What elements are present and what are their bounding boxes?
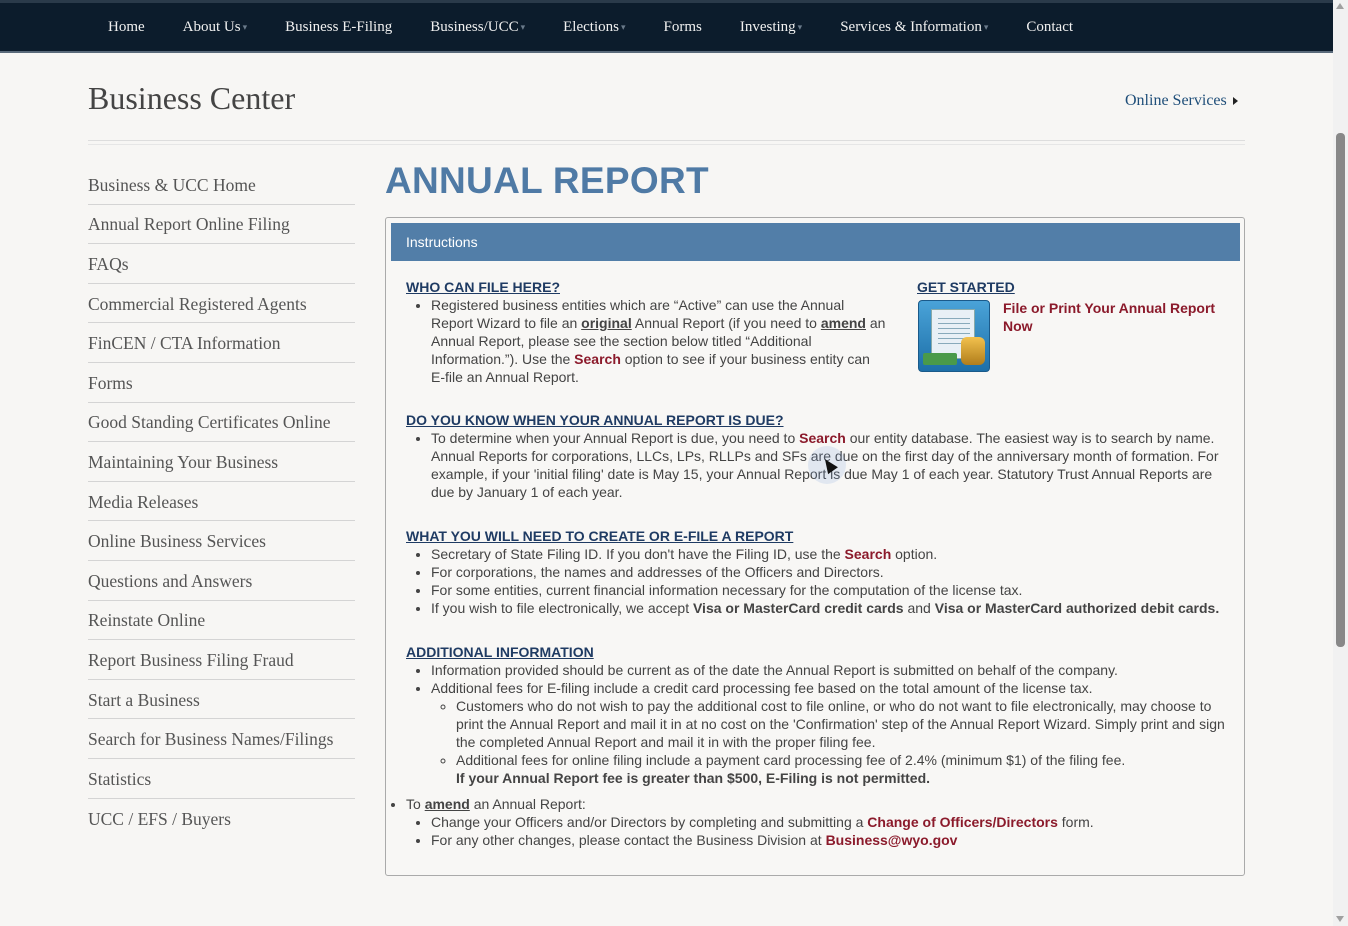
section-title-get-started: GET STARTED — [917, 279, 1015, 295]
sidebar-item-report-business-filing-fraud[interactable]: Report Business Filing Fraud — [88, 640, 355, 680]
list-item: • Secretary of State Filing ID. If you don't have the Filing ID, use the Search option. — [431, 545, 1236, 563]
nav-menu — [0, 3, 1333, 51]
header-divider — [88, 140, 1245, 145]
section-title-who: WHO CAN FILE HERE? — [406, 279, 560, 295]
online-services-label: Online Services — [1125, 92, 1227, 109]
nav-item-contact[interactable]: Contact — [1026, 18, 1074, 35]
section-who-can-file — [406, 278, 886, 386]
section-title-need: WHAT YOU WILL NEED TO CREATE OR E-FILE A REPORT — [406, 528, 794, 544]
section-additional-info — [406, 643, 1226, 787]
sidebar-item-fincen-cta-information[interactable]: FinCEN / CTA Information — [88, 323, 355, 363]
chevron-down-icon: ▾ — [620, 21, 626, 32]
chevron-down-icon: ▾ — [520, 21, 526, 32]
chevron-down-icon: ▾ — [983, 21, 989, 32]
nav-item-business-e-filing[interactable]: Business E-Filing — [285, 18, 393, 35]
chevron-down-icon: ▾ — [242, 21, 248, 32]
scroll-down-arrow-icon[interactable] — [1336, 916, 1344, 922]
sidebar-item-annual-report-online-filing[interactable]: Annual Report Online Filing — [88, 205, 355, 245]
nav-item-services-information[interactable]: Services & Information ▾ — [840, 18, 989, 35]
list-item: • For some entities, current financial information necessary for the computation of the license tax. — [431, 581, 1236, 599]
main-heading: ANNUAL REPORT — [385, 160, 709, 201]
file-annual-report-link[interactable]: File or Print Your Annual Report Now — [1003, 300, 1216, 334]
list-item: • To amend an Annual Report: — [406, 795, 1221, 813]
sidebar-item-statistics[interactable]: Statistics — [88, 759, 355, 799]
panel-header: Instructions — [391, 223, 1240, 261]
caret-right-icon — [1233, 97, 1238, 105]
list-item: • Change your Officers and/or Directors by completing and submitting a Change of Officers/Directors form. — [431, 813, 1221, 831]
list-item: • Additional fees for E-filing include a credit card processing fee based on the total amount of the license tax. ◦ Customers who do not wish to pay the additional cost to file online, or who do not want to file electronically, may choose to print the Annual Report and mail it in at no cost on the 'Confirmation' step of the Annual Report Wizard. Simply print and sign the completed Annual Report and mail it in with the proper filing fee. ◦ Additional fees for online filing include a payment card processing fee of 2.4% (minimum $1) of the filing fee. If your Annual Report fee is greater than $500, E-Filing is not permitted. — [431, 679, 1226, 787]
sidebar-item-ucc-efs-buyers[interactable]: UCC / EFS / Buyers — [88, 808, 231, 829]
section-amend — [391, 795, 1221, 849]
sidebar-item-maintaining-your-business[interactable]: Maintaining Your Business — [88, 442, 355, 482]
nav-item-business-ucc[interactable]: Business/UCC ▾ — [430, 18, 526, 35]
change-officers-link[interactable]: Change of Officers/Directors — [867, 814, 1058, 830]
sidebar-menu — [88, 165, 355, 838]
sidebar-item-good-standing-certificates-online[interactable]: Good Standing Certificates Online — [88, 403, 355, 443]
sub-list-item: ◦ Additional fees for online filing include a payment card processing fee of 2.4% (minimum $1) of the filing fee. If your Annual Report fee is greater than $500, E-Filing is not permitted. — [456, 751, 1226, 787]
nav-item-investing[interactable]: Investing ▾ — [739, 18, 803, 35]
sidebar-item-search-for-business-names-filings[interactable]: Search for Business Names/Filings — [88, 719, 355, 759]
sub-list-item: ◦ Customers who do not wish to pay the additional cost to file online, or who do not want to file electronically, may choose to print the Annual Report and mail it in at no cost on the 'Confirmation' step of the Annual Report Wizard. Simply print and sign the completed Annual Report and mail it in with the proper filing fee. — [456, 697, 1226, 751]
list-item: • Registered business entities which are “Active” can use the Annual Report Wizard to file an original Annual Report (if you need to amend an Annual Report, please see the section below titled “Additional Information.”). Use the Search option to see if your business entity can E-file an Annual Report. — [431, 296, 886, 386]
top-navigation — [0, 0, 1333, 53]
sidebar-item-commercial-registered-agents[interactable]: Commercial Registered Agents — [88, 284, 355, 324]
sidebar-item-faqs[interactable]: FAQs — [88, 244, 355, 284]
section-title-additional: ADDITIONAL INFORMATION — [406, 644, 594, 660]
sidebar-item-online-business-services[interactable]: Online Business Services — [88, 521, 355, 561]
get-started-box — [917, 278, 1247, 334]
list-item: • If you wish to file electronically, we accept Visa or MasterCard credit cards and Visa or MasterCard authorized debit cards. — [431, 599, 1236, 617]
sidebar-item-forms[interactable]: Forms — [88, 363, 355, 403]
instructions-panel — [385, 217, 1245, 876]
nav-item-elections[interactable]: Elections ▾ — [563, 18, 626, 35]
chevron-down-icon: ▾ — [797, 21, 803, 32]
sidebar-item-reinstate-online[interactable]: Reinstate Online — [88, 601, 355, 641]
list-item: • To determine when your Annual Report is due, you need to Search our entity database. The easiest way is to search by name. Annual Reports for corporations, LLCs, LPs, RLLPs and SFs are due on the first day of the anniversary month of formation. For example, if your 'initial filing' date is May 15, your Annual Report is due May 1 of each year. Statutory Trust Annual Reports are due by January 1 of each year. — [431, 429, 1221, 501]
sidebar-item-media-releases[interactable]: Media Releases — [88, 482, 355, 522]
sidebar-item-business-ucc-home[interactable]: Business & UCC Home — [88, 165, 355, 205]
page-title: Business Center — [88, 80, 296, 116]
search-link[interactable]: Search — [799, 430, 846, 446]
vertical-scrollbar[interactable] — [1333, 0, 1348, 926]
nav-item-forms[interactable]: Forms — [663, 18, 702, 35]
nav-item-about-us[interactable]: About Us ▾ — [182, 18, 248, 35]
business-email-link[interactable]: Business@wyo.gov — [825, 832, 958, 848]
section-title-due: DO YOU KNOW WHEN YOUR ANNUAL REPORT IS DUE? — [406, 412, 784, 428]
nav-item-home[interactable]: Home — [108, 18, 145, 35]
section-what-you-need — [406, 527, 1236, 617]
search-link[interactable]: Search — [844, 546, 892, 562]
list-item: • For corporations, the names and addresses of the Officers and Directors. — [431, 563, 1236, 581]
scroll-up-arrow-icon[interactable] — [1336, 3, 1344, 9]
scrollbar-thumb[interactable] — [1336, 133, 1345, 647]
list-item: • Information provided should be current as of the date the Annual Report is submitted on behalf of the company. — [431, 661, 1226, 679]
list-item: • For any other changes, please contact the Business Division at Business@wyo.gov — [431, 831, 1221, 849]
search-link[interactable]: Search — [574, 351, 621, 367]
sidebar-item-start-a-business[interactable]: Start a Business — [88, 680, 355, 720]
online-services-link[interactable] — [1125, 92, 1238, 110]
annual-report-icon[interactable] — [918, 300, 990, 372]
sidebar-item-questions-and-answers[interactable]: Questions and Answers — [88, 561, 355, 601]
